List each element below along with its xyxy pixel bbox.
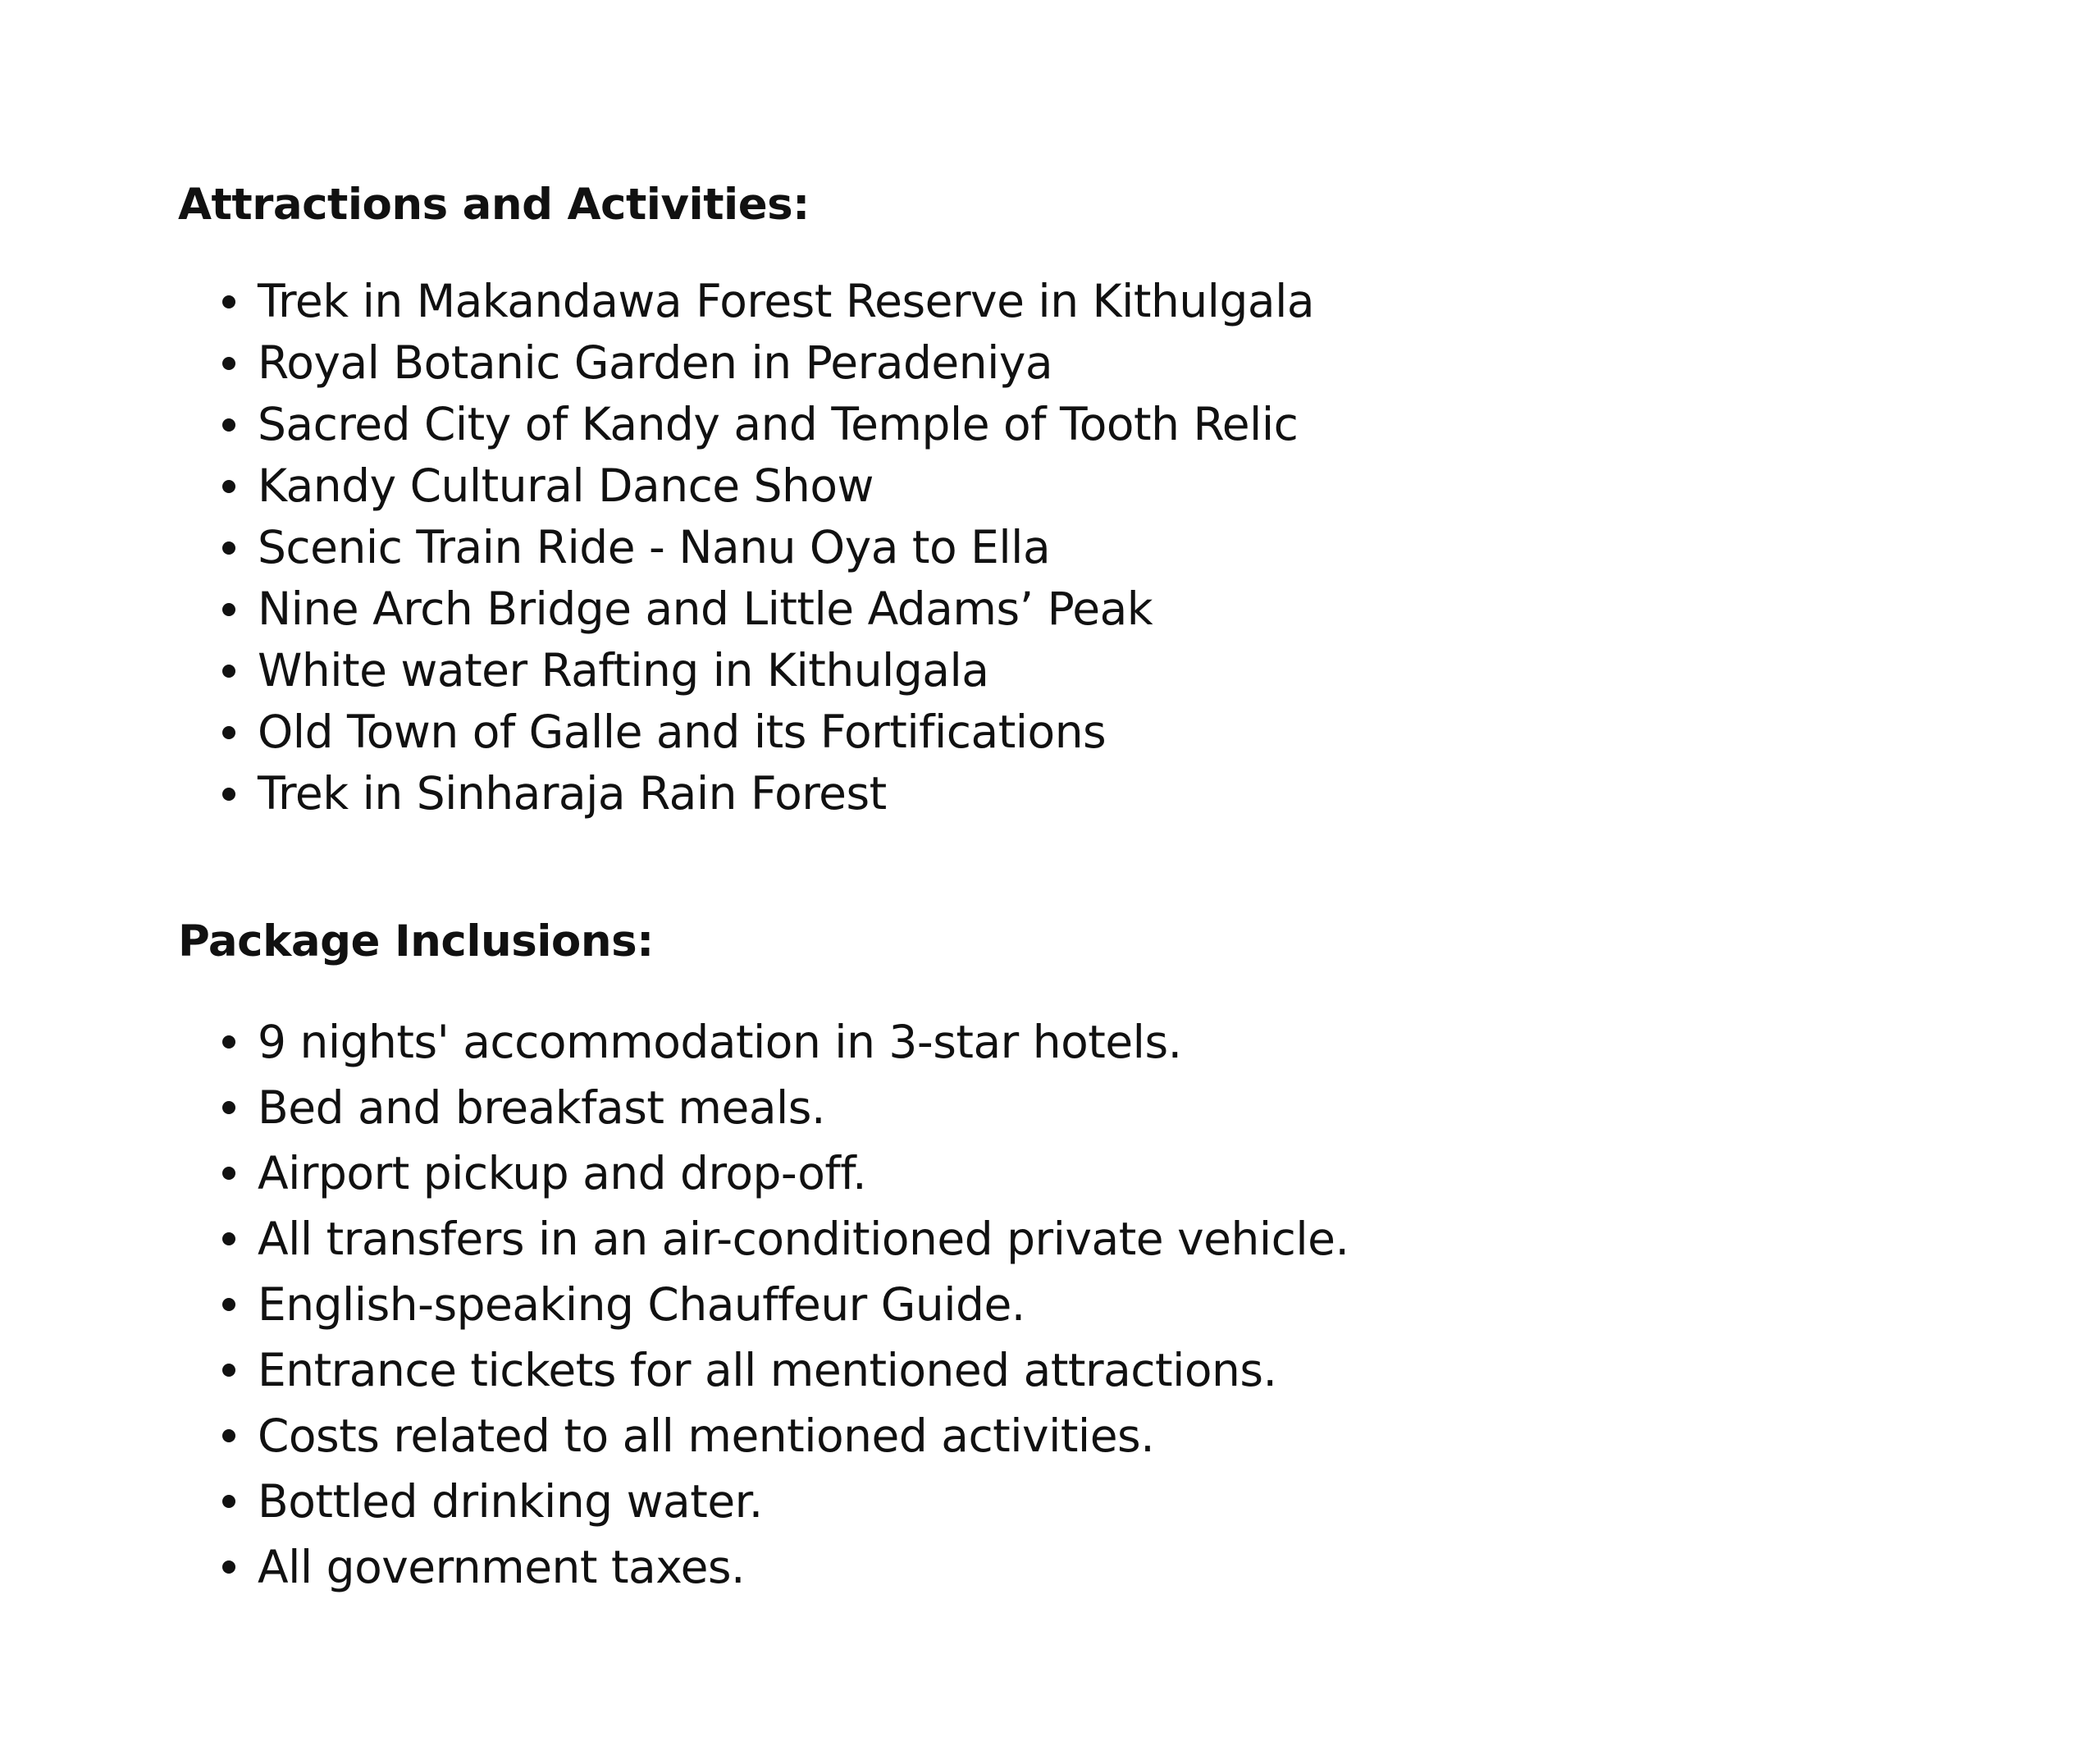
bullet-icon (222, 295, 235, 308)
inclusion-item (178, 1075, 1349, 1140)
bullet-icon (222, 1167, 235, 1180)
bullet-icon (222, 1298, 235, 1311)
inclusions-heading: Package Inclusions: (178, 916, 654, 966)
attraction-item-text: Royal Botanic Garden in Peradeniya (258, 336, 1053, 389)
bullet-icon (222, 665, 235, 678)
attraction-item (178, 701, 1314, 763)
attraction-item-text: Kandy Cultural Dance Show (258, 459, 874, 512)
bullet-icon (222, 1364, 235, 1377)
inclusion-item (178, 1140, 1349, 1206)
inclusion-item (178, 1009, 1349, 1075)
inclusion-item-text: Costs related to all mentioned activities. (258, 1410, 1155, 1462)
bullet-icon (222, 726, 235, 739)
inclusion-item-text: English-speaking Chauffeur Guide. (258, 1278, 1025, 1331)
inclusions-list (178, 1009, 1349, 1600)
attraction-item (178, 455, 1314, 517)
attraction-item (178, 640, 1314, 701)
attraction-item-text: Sacred City of Kandy and Temple of Tooth Relic (258, 398, 1299, 450)
inclusion-item-text: 9 nights' accommodation in 3-star hotels. (258, 1016, 1182, 1068)
bullet-icon (222, 603, 235, 616)
inclusion-item-text: All government taxes. (258, 1541, 746, 1593)
attraction-item (178, 332, 1314, 394)
bullet-icon (222, 541, 235, 555)
inclusion-item (178, 1403, 1349, 1469)
bullet-icon (222, 418, 235, 432)
inclusion-item (178, 1337, 1349, 1403)
attraction-item (178, 271, 1314, 332)
attraction-item (178, 394, 1314, 455)
attraction-item (178, 578, 1314, 640)
bullet-icon (222, 480, 235, 493)
inclusion-item (178, 1534, 1349, 1600)
attraction-item-text: White water Rafting in Kithulgala (258, 644, 989, 697)
bullet-icon (222, 1429, 235, 1442)
bullet-icon (222, 1560, 235, 1574)
bullet-icon (222, 1495, 235, 1508)
attraction-item (178, 763, 1314, 825)
inclusion-item (178, 1469, 1349, 1534)
attraction-item-text: Scenic Train Ride - Nanu Oya to Ella (258, 521, 1051, 573)
attraction-item-text: Old Town of Galle and its Fortifications (258, 706, 1107, 758)
inclusion-item-text: All transfers in an air-conditioned private vehicle. (258, 1213, 1349, 1265)
attraction-item-text: Nine Arch Bridge and Little Adams’ Peak (258, 583, 1153, 635)
inclusion-item-text: Entrance tickets for all mentioned attractions. (258, 1344, 1277, 1396)
bullet-icon (222, 1232, 235, 1245)
attraction-item-text: Trek in Makandawa Forest Reserve in Kithulgala (258, 275, 1315, 327)
inclusion-item (178, 1206, 1349, 1272)
attraction-item-text: Trek in Sinharaja Rain Forest (258, 767, 887, 820)
inclusion-item-text: Bed and breakfast meals. (258, 1081, 825, 1134)
attraction-item (178, 517, 1314, 578)
attractions-heading: Attractions and Activities: (178, 180, 810, 230)
bullet-icon (222, 1035, 235, 1049)
inclusion-item (178, 1272, 1349, 1337)
inclusion-item-text: Bottled drinking water. (258, 1475, 763, 1528)
bullet-icon (222, 788, 235, 801)
attractions-list (178, 271, 1314, 825)
inclusion-item-text: Airport pickup and drop-off. (258, 1147, 867, 1199)
bullet-icon (222, 357, 235, 370)
bullet-icon (222, 1101, 235, 1114)
